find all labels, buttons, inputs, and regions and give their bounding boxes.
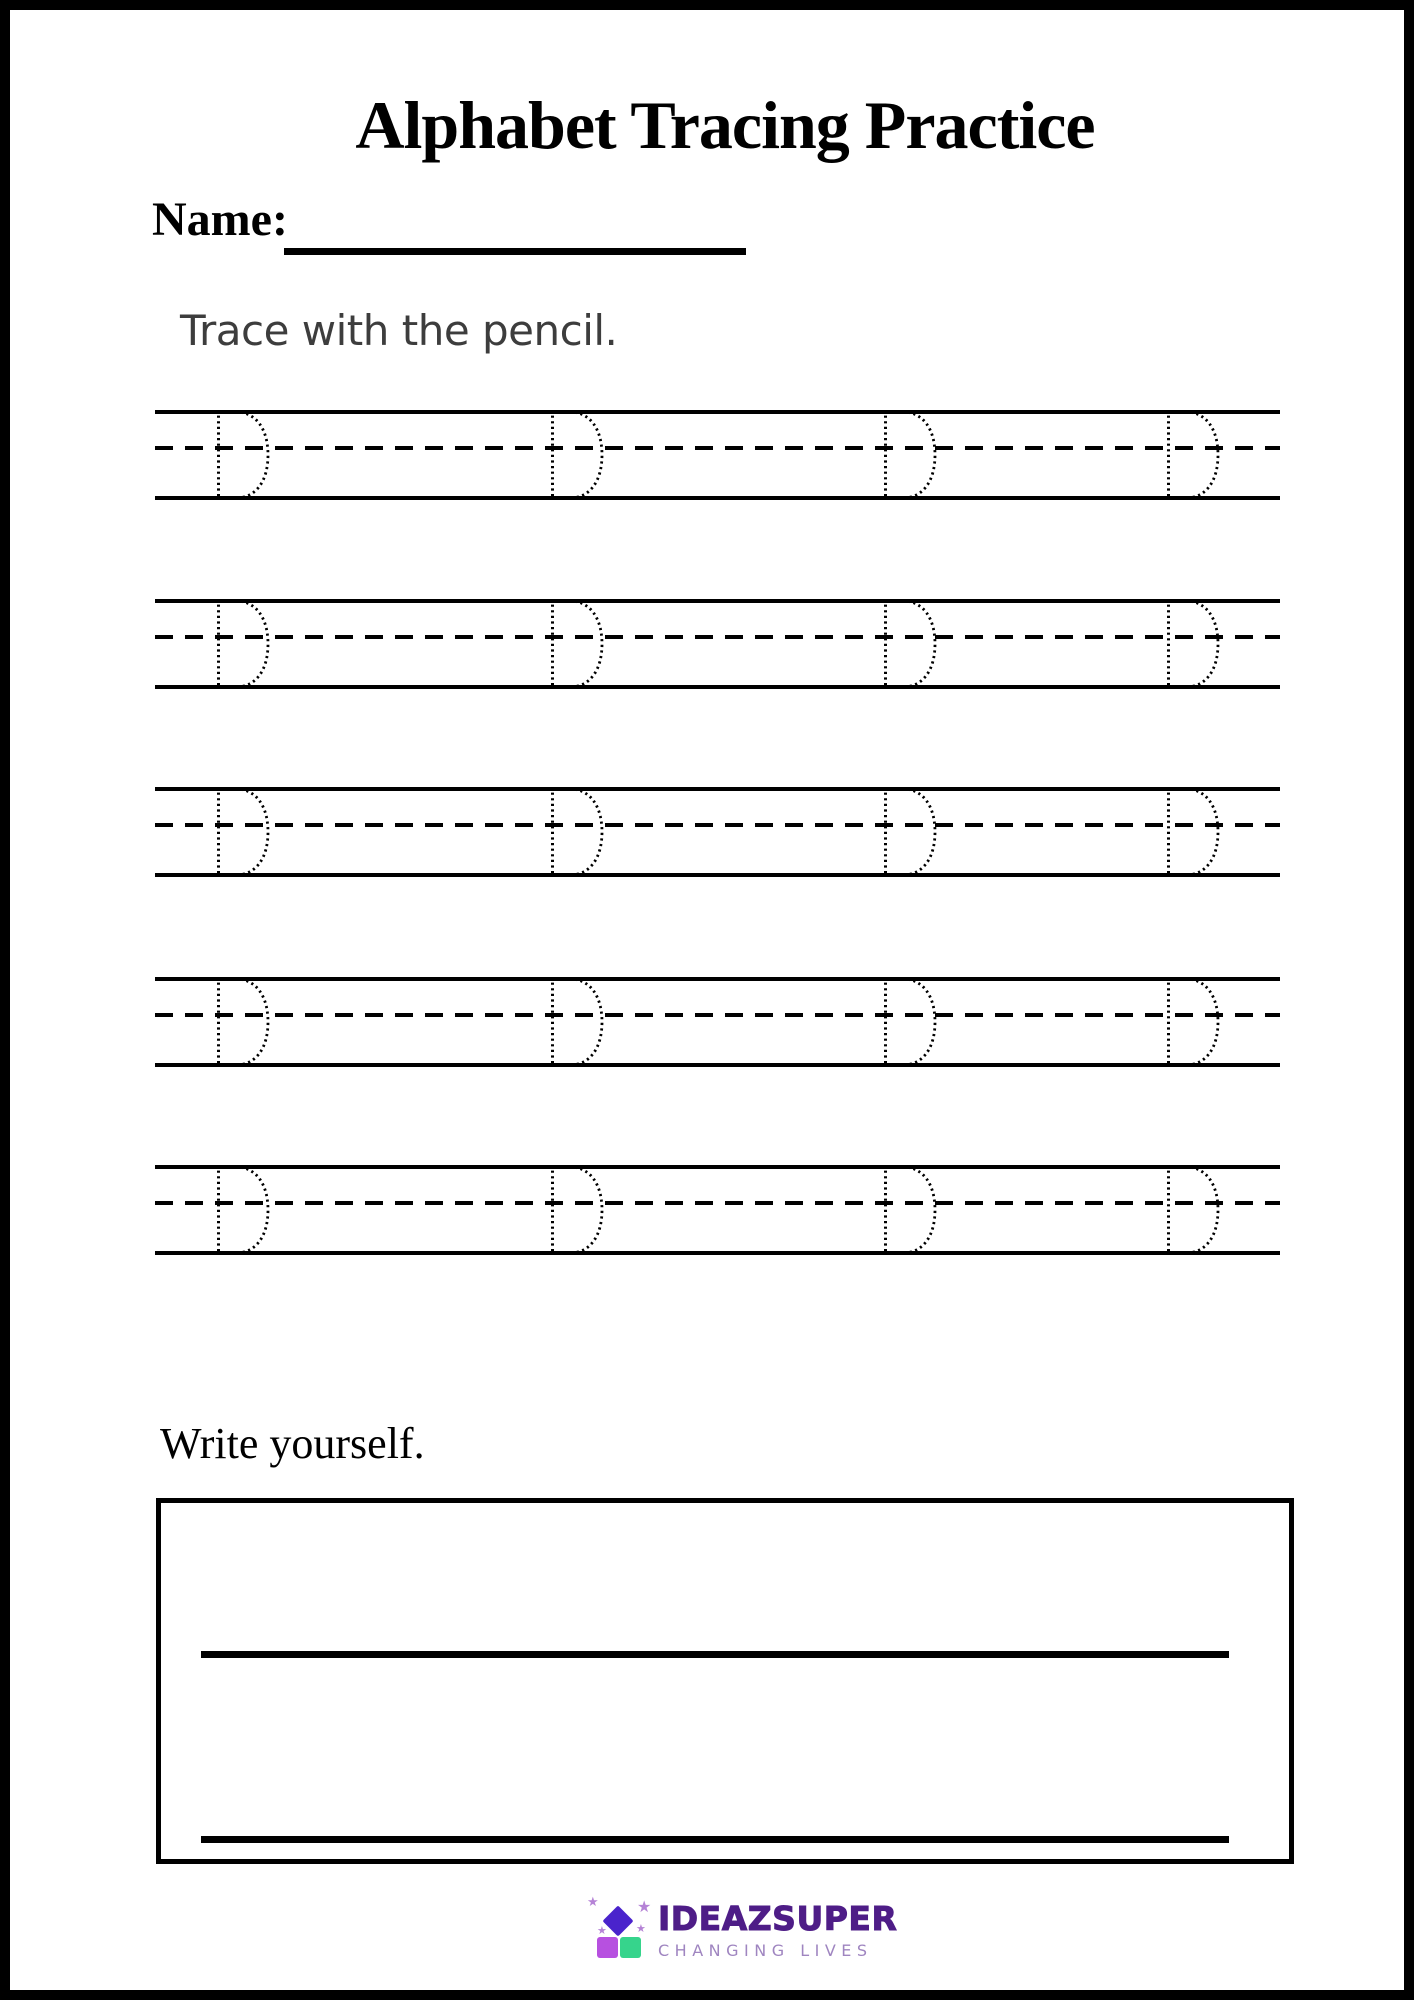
solid-guideline — [155, 1063, 1280, 1067]
solid-guideline — [155, 977, 1280, 981]
trace-letter-d — [1165, 1165, 1223, 1255]
tracing-row — [155, 787, 1280, 877]
brand-name: IDEAZSUPER — [658, 1899, 898, 1938]
trace-letter-d — [882, 410, 940, 500]
trace-letter-d — [1165, 787, 1223, 877]
square-right-icon — [620, 1937, 641, 1958]
brand-logo-icon — [586, 1895, 650, 1961]
trace-letter-d — [549, 599, 607, 689]
star-icon: ★ — [597, 1924, 607, 1937]
trace-letter-d — [215, 787, 273, 877]
tracing-row — [155, 410, 1280, 500]
trace-letter-d — [882, 1165, 940, 1255]
solid-guideline — [155, 1251, 1280, 1255]
trace-letter-d — [1165, 599, 1223, 689]
writing-line — [201, 1651, 1229, 1658]
solid-guideline — [155, 410, 1280, 414]
star-icon: ★ — [587, 1895, 599, 1910]
solid-guideline — [155, 873, 1280, 877]
trace-letter-d — [1165, 410, 1223, 500]
star-icon: ★ — [637, 1897, 652, 1916]
diamond-icon — [602, 1905, 633, 1936]
name-label: Name: — [152, 193, 288, 246]
trace-letter-d — [882, 599, 940, 689]
tracing-row — [155, 977, 1280, 1067]
tracing-row — [155, 599, 1280, 689]
trace-letter-d — [549, 1165, 607, 1255]
dashed-midline — [155, 823, 1280, 827]
trace-letter-d — [215, 410, 273, 500]
tracing-row — [155, 1165, 1280, 1255]
dashed-midline — [155, 635, 1280, 639]
brand-tagline: CHANGING LIVES — [658, 1941, 873, 1960]
trace-letter-d — [215, 599, 273, 689]
trace-letter-d — [215, 1165, 273, 1255]
square-left-icon — [597, 1937, 618, 1958]
trace-letter-d — [1165, 977, 1223, 1067]
page-title: Alphabet Tracing Practice — [355, 87, 1095, 163]
dashed-midline — [155, 446, 1280, 450]
trace-letter-d — [215, 977, 273, 1067]
solid-guideline — [155, 685, 1280, 689]
trace-letter-d — [549, 977, 607, 1067]
solid-guideline — [155, 1165, 1280, 1169]
trace-letter-d — [882, 977, 940, 1067]
dashed-midline — [155, 1201, 1280, 1205]
trace-instruction: Trace with the pencil. — [180, 306, 618, 355]
solid-guideline — [155, 787, 1280, 791]
star-icon: ★ — [636, 1922, 646, 1935]
writing-line — [201, 1836, 1229, 1843]
brand-text-block — [658, 1899, 897, 1960]
write-instruction: Write yourself. — [160, 1419, 425, 1468]
write-yourself-box — [156, 1498, 1294, 1864]
trace-letter-d — [549, 410, 607, 500]
trace-letter-d — [549, 787, 607, 877]
brand-logo — [586, 1895, 896, 1961]
solid-guideline — [155, 599, 1280, 603]
trace-letter-d — [882, 787, 940, 877]
solid-guideline — [155, 496, 1280, 500]
dashed-midline — [155, 1013, 1280, 1017]
